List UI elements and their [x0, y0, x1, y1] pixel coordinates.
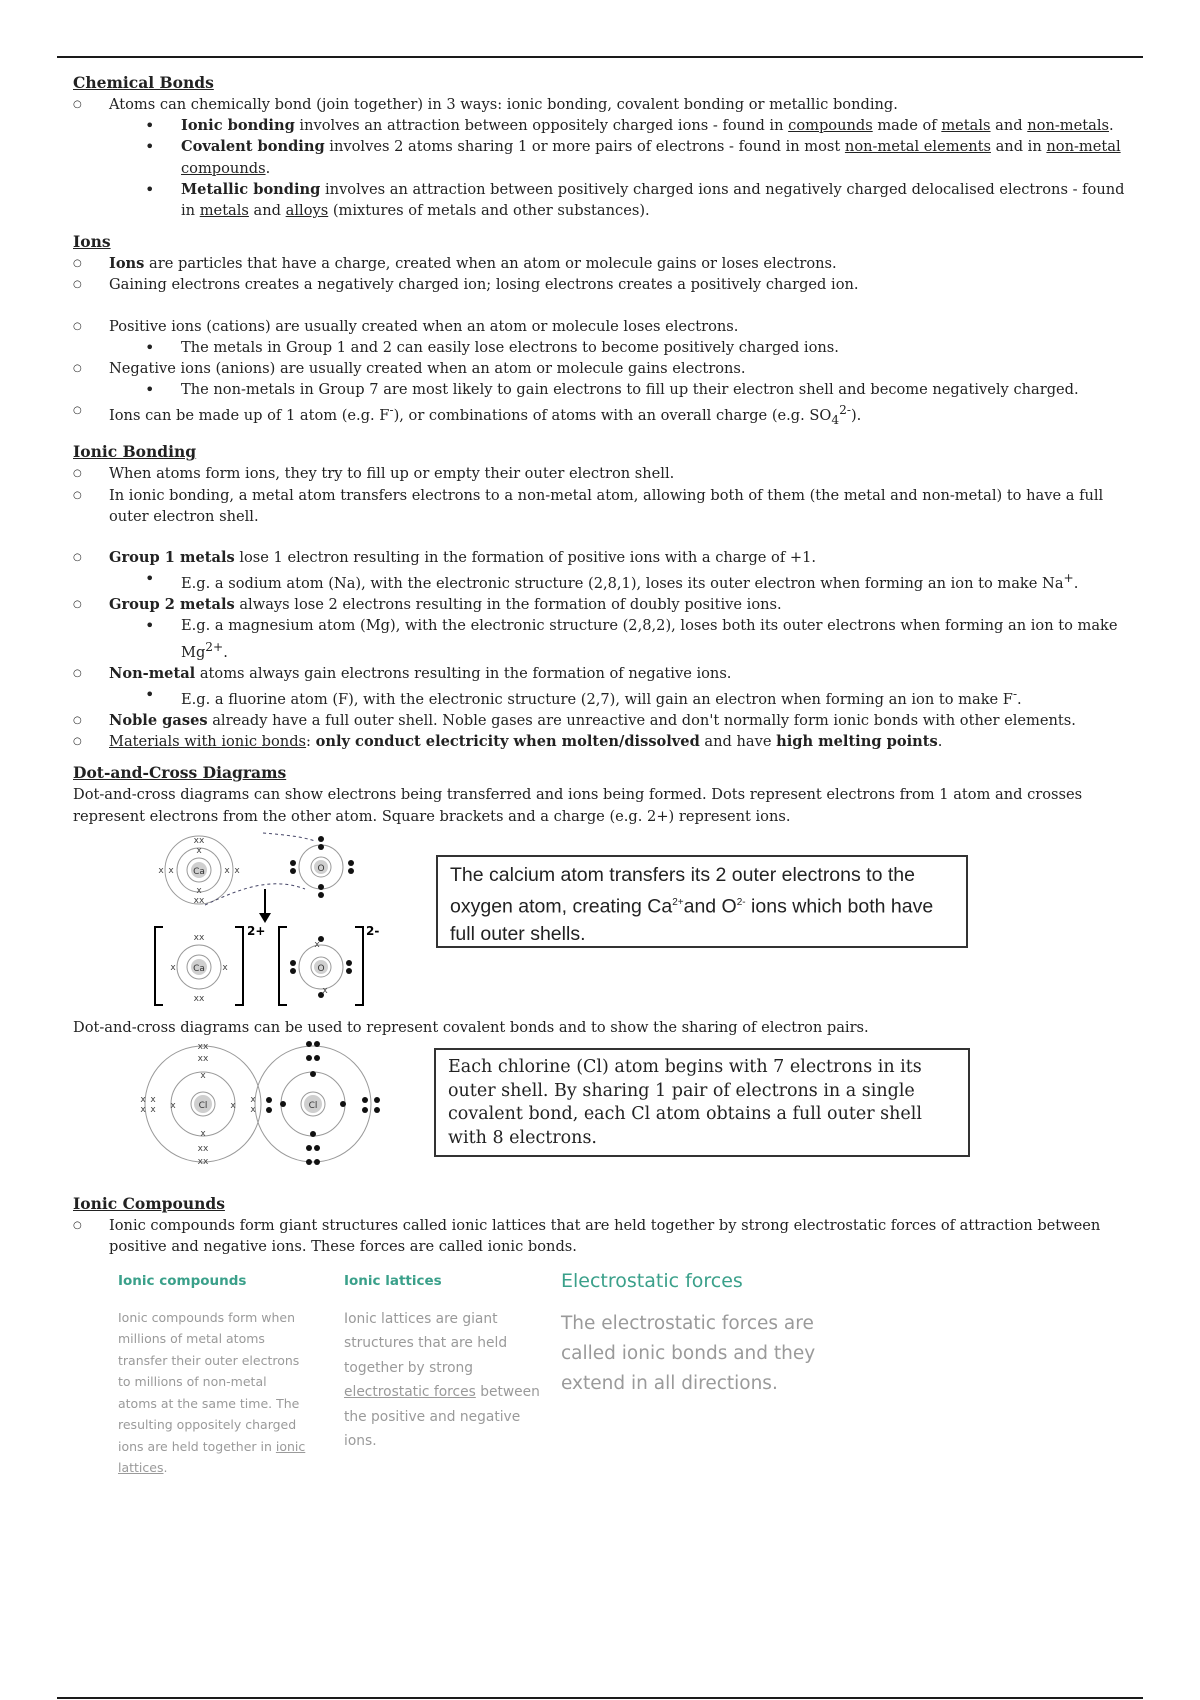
- calcium-oxide-diagram: [73, 827, 403, 1017]
- ionic-compounds-cards: [73, 1271, 1133, 1531]
- bottom-rule: [57, 1697, 1143, 1699]
- heading-ionic-compounds: Ionic Compounds: [73, 1194, 225, 1214]
- charge-positive: 2+: [247, 923, 266, 938]
- card-title: Ionic lattices: [344, 1273, 442, 1290]
- svg-text:x: x: [234, 865, 240, 876]
- svg-text:x: x: [196, 845, 202, 856]
- svg-text:x: x: [250, 1095, 256, 1106]
- group1-metals: ○ Group 1 metals lose 1 electron resulting in the formation of positive ions with a charge of +1.: [73, 547, 1133, 568]
- svg-text:xx: xx: [197, 1054, 209, 1065]
- svg-text:xx: xx: [193, 932, 205, 943]
- chlorine-diagram: [73, 1038, 393, 1178]
- svg-text:x: x: [200, 1071, 206, 1082]
- o-bracket-left: [279, 927, 287, 1005]
- ionic-diagram-row: [73, 827, 1133, 1017]
- card-body: Ionic lattices are giant structures that are held together by strong electrostatic forces between the positive and negative ions.: [344, 1310, 540, 1450]
- svg-text:x: x: [150, 1105, 156, 1116]
- non-metal-atoms: ○ Non-metal atoms always gain electrons resulting in the formation of negative ions.: [73, 663, 1133, 684]
- negative-ions: ○ Negative ions (anions) are usually created when an atom or molecule gains electrons.: [73, 358, 1133, 379]
- non-metal-example: • E.g. a fluorine atom (F), with the electronic structure (2,7), will gain an electron when forming an ion to make F-.: [73, 684, 1133, 710]
- o-ion-label: O: [317, 963, 325, 974]
- cl-left-label: Cl: [198, 1101, 208, 1112]
- svg-text:x: x: [314, 939, 320, 950]
- svg-text:x: x: [140, 1105, 146, 1116]
- o-bracket-right: [355, 927, 363, 1005]
- svg-text:x: x: [224, 865, 230, 876]
- group2-example: • E.g. a magnesium atom (Mg), with the electronic structure (2,8,2), loses both its outer electrons when forming an ion to make $Mg^{2+}$.: [73, 615, 1133, 662]
- svg-text:x: x: [170, 1101, 176, 1112]
- ca-bracket-left: [155, 927, 163, 1005]
- svg-text:x: x: [150, 1095, 156, 1106]
- svg-text:xx: xx: [193, 895, 205, 906]
- transfer-arrow-1: [263, 833, 315, 841]
- card-body: Ionic compounds form when millions of metal atoms transfer their outer electrons to millions of non-metal atoms at the same time. The resulting oppositely charged ions are held together in ionic lattices.: [118, 1309, 306, 1476]
- metallic-bonding-point: • Metallic bonding involves an attraction between positively charged ions and negatively charged delocalised electrons - found in metals and alloys (mixtures of metals and other substances).: [73, 179, 1133, 221]
- top-rule: [57, 56, 1143, 58]
- ionic-lattices-link[interactable]: ionic lattices: [118, 1438, 306, 1476]
- ca-label: Ca: [193, 866, 205, 877]
- svg-text:x: x: [200, 1129, 206, 1140]
- ca-bracket-right: [235, 927, 243, 1005]
- ionic-materials: ○ Materials with ionic bonds: only conduct electricity when molten/dissolved and have high melting points.: [73, 731, 1133, 752]
- ionic-diagram-caption: The calcium atom transfers its 2 outer electrons to the oxygen atom, creating $Ca^{2+}and$ $O^{2-}$ ions which both have full outer shells.: [436, 855, 968, 948]
- card-ionic-lattices: [344, 1271, 544, 1453]
- svg-text:xx: xx: [193, 835, 205, 846]
- ion-composition: ○ Ions can be made up of 1 atom (e.g. F-), or combinations of atoms with an overall charge (e.g. $SO_4^{2-}$).: [73, 400, 1133, 431]
- electrostatic-forces-link[interactable]: electrostatic forces: [344, 1384, 476, 1401]
- o-label: O: [317, 863, 325, 874]
- ionic-bonding-point: • Ionic bonding involves an attraction between oppositely charged ions - found in compounds made of metals and non-metals.: [73, 115, 1133, 136]
- positive-ions: ○ Positive ions (cations) are usually created when an atom or molecule loses electrons.: [73, 316, 1133, 337]
- dot-cross-intro: Dot-and-cross diagrams can show electrons being transferred and ions being formed. Dots represent electrons from 1 atom and crosses represent electrons from the other atom. Square brackets and a charge (e.g. 2+) represent ions.: [73, 786, 1083, 825]
- transfer-arrow-2: [205, 884, 305, 905]
- negative-ions-sub: • The non-metals in Group 7 are most likely to gain electrons to fill up their electron shell and become negatively charged.: [73, 379, 1133, 400]
- positive-ions-sub: • The metals in Group 1 and 2 can easily lose electrons to become positively charged ions.: [73, 337, 1133, 358]
- covalent-diagram-row: [73, 1038, 1133, 1183]
- svg-text:x: x: [322, 985, 328, 996]
- ca-ion-label: Ca: [193, 963, 205, 974]
- svg-text:x: x: [158, 865, 164, 876]
- covalent-bonding-point: • Covalent bonding involves 2 atoms sharing 1 or more pairs of electrons - found in most non-metal elements and in non-metal compounds.: [73, 136, 1133, 178]
- svg-text:x: x: [168, 865, 174, 876]
- heading-dot-cross: Dot-and-Cross Diagrams: [73, 763, 287, 783]
- card-body: The electrostatic forces are called ionic bonds and they extend in all directions.: [561, 1312, 816, 1394]
- svg-text:xx: xx: [197, 1042, 209, 1053]
- group1-example: • E.g. a sodium atom (Na), with the electronic structure (2,8,1), loses its outer electron when forming an ion to make Na+.: [73, 568, 1133, 594]
- svg-text:x: x: [170, 962, 176, 973]
- card-title: Ionic compounds: [118, 1273, 247, 1290]
- ions-definition: ○ Ions are particles that have a charge, created when an atom or molecule gains or loses electrons.: [73, 253, 1133, 274]
- noble-gases: ○ Noble gases already have a full outer shell. Noble gases are unreactive and don't normally form ionic bonds with other elements.: [73, 710, 1133, 731]
- card-electrostatic-forces: [561, 1271, 861, 1398]
- svg-text:x: x: [250, 1105, 256, 1116]
- svg-text:x: x: [222, 962, 228, 973]
- ions-gain-lose: ○ Gaining electrons creates a negatively charged ion; losing electrons creates a positively charged ion.: [73, 274, 1133, 295]
- heading-ionic-bonding: Ionic Bonding: [73, 442, 197, 462]
- covalent-diagram-caption: Each chlorine (Cl) atom begins with 7 electrons in its outer shell. By sharing 1 pair of electrons in a single covalent bond, each Cl atom obtains a full outer shell with 8 electrons.: [434, 1048, 970, 1157]
- covalent-intro: Dot-and-cross diagrams can be used to represent covalent bonds and to show the sharing of electron pairs.: [73, 1018, 869, 1036]
- svg-text:xx: xx: [193, 993, 205, 1004]
- ionic-bonding-p1: ○ When atoms form ions, they try to fill up or empty their outer electron shell.: [73, 463, 1133, 484]
- heading-ions: Ions: [73, 232, 111, 252]
- svg-text:x: x: [196, 885, 202, 896]
- ionic-bonding-p2: ○ In ionic bonding, a metal atom transfers electrons to a non-metal atom, allowing both of them (the metal and non-metal) to have a full outer electron shell.: [73, 485, 1133, 527]
- notes-page: [73, 72, 1133, 1531]
- svg-text:x: x: [230, 1101, 236, 1112]
- card-ionic-compounds: [118, 1271, 308, 1478]
- heading-chemical-bonds: Chemical Bonds: [73, 73, 214, 92]
- down-arrow-head: [259, 913, 271, 923]
- svg-text:xx: xx: [197, 1157, 209, 1168]
- ionic-compounds-p1: ○ Ionic compounds form giant structures called ionic lattices that are held together by strong electrostatic forces of attraction between positive and negative ions. These forces are called ionic bonds.: [73, 1215, 1133, 1257]
- svg-text:x: x: [140, 1095, 146, 1106]
- bonds-intro: ○ Atoms can chemically bond (join together) in 3 ways: ionic bonding, covalent bonding or metallic bonding.: [73, 94, 1133, 115]
- cl-right-label: Cl: [308, 1101, 318, 1112]
- card-title: Electrostatic forces: [561, 1270, 743, 1293]
- group2-metals: ○ Group 2 metals always lose 2 electrons resulting in the formation of doubly positive ions.: [73, 594, 1133, 615]
- svg-text:xx: xx: [197, 1144, 209, 1155]
- charge-negative: 2-: [366, 923, 380, 938]
